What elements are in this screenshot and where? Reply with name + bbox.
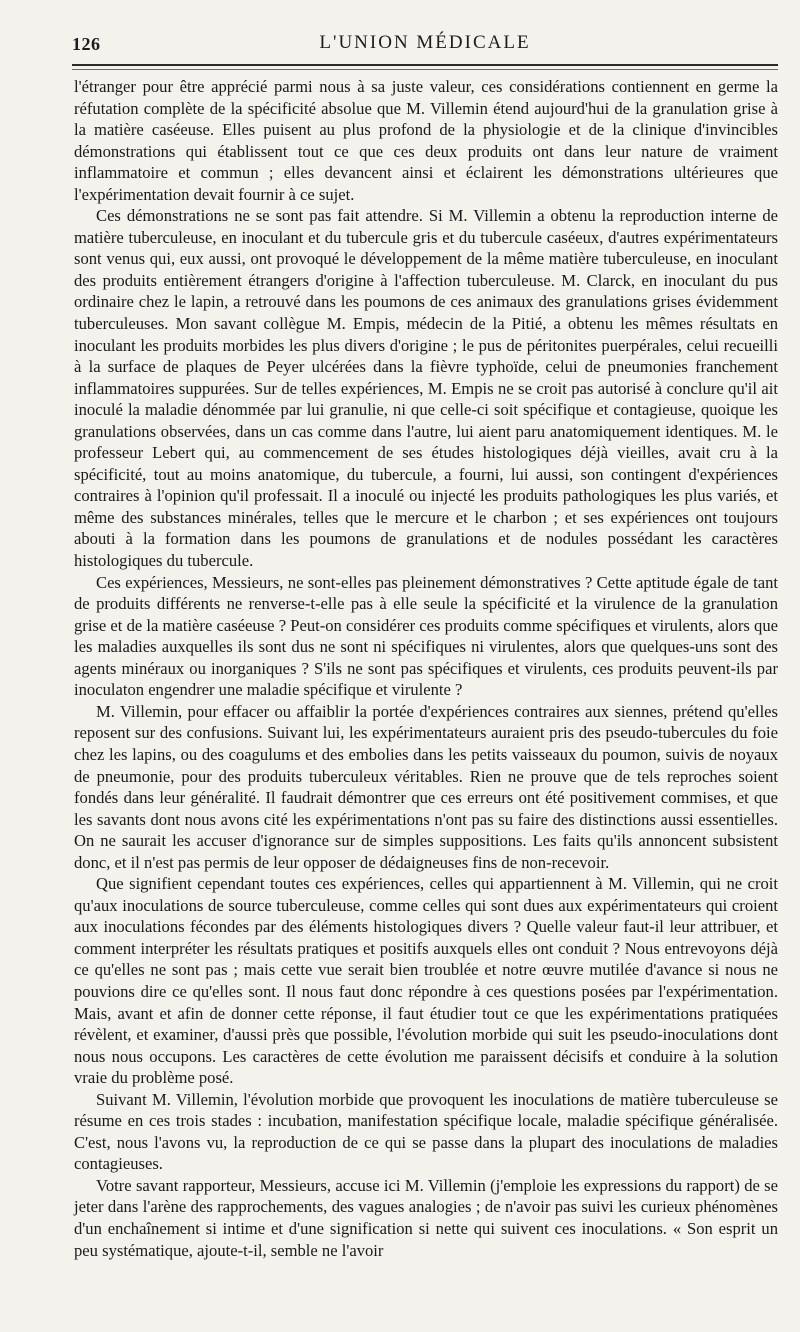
- paragraph: Ces expériences, Messieurs, ne sont-elles pas pleinement démonstratives ? Cette aptitude égale de tant de produits différents ne renverse-t-elle pas à elle seule la spécificité et la virulence de la granulation grise et de la matière caséeuse ? Peut-on considérer ces produits comme spécifiques et virulents, alors que les maladies auxquelles ils sont dus ne sont ni spécifiques ni virulentes, alors que quelques-uns sont des agents minéraux ou inorganiques ? S'ils ne sont pas spécifiques et virulents, ces produits peuvent-ils par inoculaton engendrer une maladie spécifique et virulente ?: [74, 572, 778, 700]
- running-title: L'UNION MÉDICALE: [319, 32, 531, 53]
- page-header: [72, 26, 778, 60]
- paragraph: Suivant M. Villemin, l'évolution morbide que provoquent les inoculations de matière tuberculeuse se résume en ces trois stades : incubation, manifestation spécifique locale, maladie spécifique généralisée. C'est, nous l'avons vu, la reproduction de ce qui se passe dans la plupart des inoculations de maladies contagieuses.: [74, 1089, 778, 1174]
- paragraph: M. Villemin, pour effacer ou affaiblir la portée d'expériences contraires aux siennes, prétend qu'elles reposent sur des confusions. Suivant lui, les expérimentateurs auraient pris des pseudo-tubercules du foie chez les lapins, ou des coagulums et des embolies dans les petits vaisseaux du poumon, suivis de noyaux de pneumonie, pour des produits tuberculeux véritables. Rien ne prouve que de tels reproches soient fondés dans leur généralité. Il faudrait démontrer que ces erreurs ont été positivement commises, et que les savants dont nous avons cité les expérimentations n'ont pas su faire des distinctions aussi essentielles. On ne saurait les accuser d'ignorance sur de simples suppositions. Les faits qu'ils annoncent subsistent donc, et il n'est pas permis de leur opposer de dédaigneuses fins de non-recevoir.: [74, 701, 778, 872]
- header-rule-thin: [72, 69, 778, 70]
- paragraph: Ces démonstrations ne se sont pas fait attendre. Si M. Villemin a obtenu la reproduction interne de matière tuberculeuse, en inoculant et du tubercule gris et du tubercule caséeux, d'autres expérimentateurs sont venus qui, eux aussi, ont provoqué le développement de la même matière tuberculeuse, en inoculant des produits entièrement étrangers d'origine à l'affection tuberculeuse. M. Clarck, en inoculant du pus ordinaire chez le lapin, a retrouvé dans les poumons de ces animaux des granulations grises évidemment tuberculeuses. Mon savant collègue M. Empis, médecin de la Pitié, a obtenu les mêmes résultats en inoculant les produits morbides les plus divers d'origine ; le pus de péritonites puerpérales, celui recueilli à la surface de plaques de Peyer ulcérées dans la fièvre typhoïde, celui de pneumonies franchement inflammatoires suppurées. Sur de telles expériences, M. Empis ne se croit pas autorisé à conclure qu'il ait inoculé la maladie dénommée par lui granulie, ni que celle-ci soit spécifique et contagieuse, quoique les granulations observées, dans un cas comme dans l'autre, lui aient paru anatomiquement identiques. M. le professeur Lebert qui, au commencement de ses études histologiques déjà vieilles, avait cru à la spécificité, tout au moins anatomique, du tubercule, a fourni, lui aussi, son contingent d'expériences contraires à l'opinion qu'il professait. Il a inoculé ou injecté les produits pathologiques les plus variés, et même des substances minérales, telles que le mercure et le charbon ; et ses expériences ont toujours abouti à la formation dans les poumons de granulations et de nodules possédant les caractères histologiques du tubercule.: [74, 206, 778, 571]
- header-rule: [72, 64, 778, 66]
- body-text: [74, 76, 778, 1261]
- page-number: 126: [72, 34, 101, 54]
- paragraph: Que signifient cependant toutes ces expériences, celles qui appartiennent à M. Villemin, qui ne croit qu'aux inoculations de source tuberculeuse, comme celles qui sont dues aux expérimentateurs qui croient aux inoculations fécondes par des éléments histologiques divers ? Quelle valeur faut-il leur attribuer, et comment interpréter les résultats pratiques et positifs auxquels elles ont conduit ? Nous entrevoyons déjà ce qu'elles ne sont pas ; mais cette vue serait bien troublée et notre œuvre mutilée d'avance si nous ne pouvions dire ce qu'elles sont. Il nous faut donc répondre à ces questions posées par l'expérimentation. Mais, avant et afin de donner cette réponse, il faut étudier tout ce que les expérimentations pratiquées révèlent, et examiner, d'aussi près que possible, l'évolution morbide qui suit les pseudo-inoculations dont nous nous occupons. Les caractères de cette évolution me paraissent décisifs et conduire à la solution vraie du problème posé.: [74, 874, 778, 1088]
- paragraph: l'étranger pour être apprécié parmi nous à sa juste valeur, ces considérations contiennent en germe la réfutation complète de la spécificité absolue que M. Villemin étend aujourd'hui de la granulation grise à la matière caséeuse. Elles puisent au plus profond de la physiologie et de la clinique d'invincibles démonstrations qui établissent tout ce que ces deux produits ont dans leur nature de vraiment inflammatoire et commun ; elles devancent ainsi et éclairent les démonstrations ultérieures que l'expérimentation devait fournir à ce sujet.: [74, 77, 778, 204]
- paragraph: Votre savant rapporteur, Messieurs, accuse ici M. Villemin (j'emploie les expressions du rapport) de se jeter dans l'arène des rapprochements, des vagues analogies ; de n'avoir pas suivi les curieux phénomènes d'un enchaînement si intime et d'une signification si nette qui suivent ces inoculations. « Son esprit un peu systématique, ajoute-t-il, semble ne l'avoir: [74, 1175, 778, 1260]
